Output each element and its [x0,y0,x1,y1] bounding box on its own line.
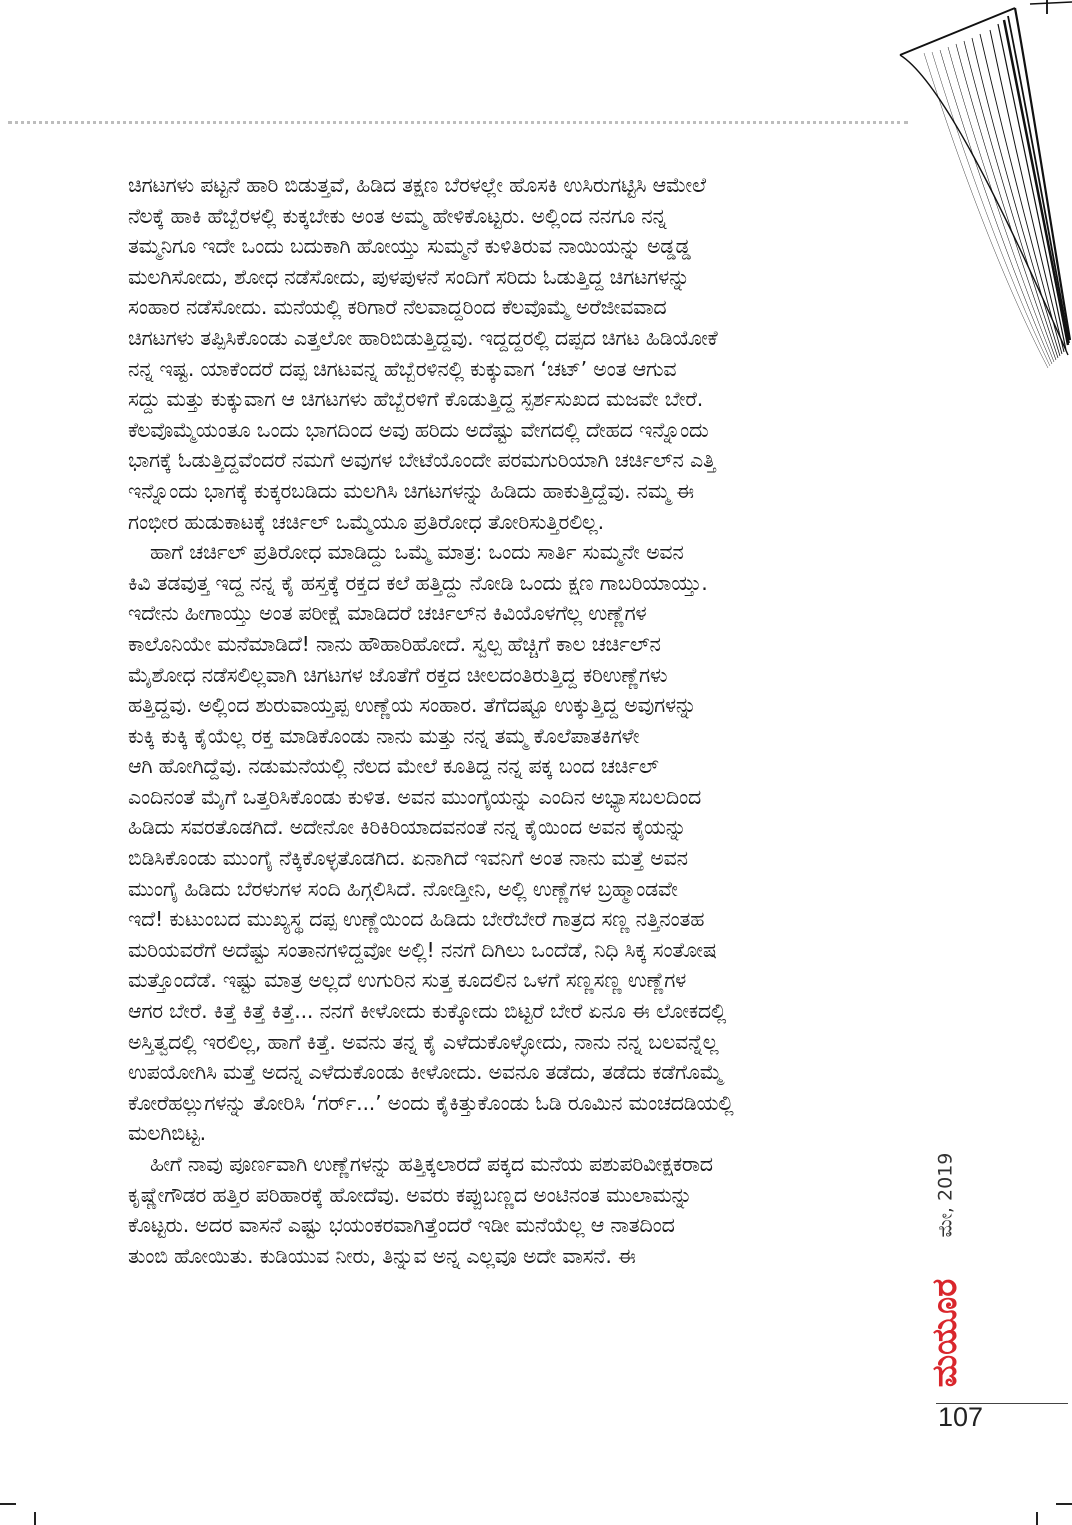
text-line: ಭಾಗಕ್ಕೆ ಓಡುತ್ತಿದ್ದವೆಂದರೆ ನಮಗೆ ಅವುಗಳ ಬೇಟೆಯೊಂದೇ ಪರಮಗುರಿಯಾಗಿ ಚರ್ಚಿಲ್‌ನ ಎತ್ತಿ [128,448,716,473]
text-line: ಇನ್ನೊಂದು ಭಾಗಕ್ಕೆ ಕುಕ್ಕರಬಡಿದು ಮಲಗಿಸಿ ಚಿಗಟಗಳನ್ನು ಹಿಡಿದು ಹಾಕುತ್ತಿದ್ದೆವು. ನಮ್ಮ ಈ [128,478,694,503]
crop-mark-bottom-left-v [34,1512,36,1525]
text-line: ಮುಂಗೈ ಹಿಡಿದು ಬೆರಳುಗಳ ಸಂದಿ ಹಿಗ್ಗಲಿಸಿದೆ. ನೋಡ್ತೀನಿ, ಅಲ್ಲಿ ಉಣ್ಣೆಗಳ ಬ್ರಹ್ಮಾಂಡವೇ [128,876,678,901]
page-number: 107 [938,1402,984,1432]
text-line: ಇದೆ! ಕುಟುಂಬದ ಮುಖ್ಯಸ್ಥ ದಪ್ಪ ಉಣ್ಣೆಯಿಂದ ಹಿಡಿದು ಬೇರೆಬೇರೆ ಗಾತ್ರದ ಸಣ್ಣ ನತ್ತಿನಂತಹ [128,907,705,932]
text-line: ಅಸ್ತಿತ್ವದಲ್ಲಿ ಇರಲಿಲ್ಲ, ಹಾಗೆ ಕಿತ್ತೆ. ಅವನು ತನ್ನ ಕೈ ಎಳೆದುಕೊಳ್ಳೋದು, ನಾನು ನನ್ನ ಬಲವನ್ನೆಲ್ಲ [128,1029,719,1054]
text-line: ಕಿವಿ ತಡವುತ್ತ ಇದ್ದ ನನ್ನ ಕೈ ಹಸ್ತಕ್ಕೆ ರಕ್ತದ ಕಲೆ ಹತ್ತಿದ್ದು ನೋಡಿ ಒಂದು ಕ್ಷಣ ಗಾಬರಿಯಾಯ್ತು. [128,570,708,595]
text-line: ಕೋರೆಹಲ್ಲುಗಳನ್ನು ತೋರಿಸಿ ‘ಗರ್ರ್...’ ಅಂದು ಕೈಕಿತ್ತುಕೊಂಡು ಓಡಿ ರೂಮಿನ ಮಂಚದಡಿಯಲ್ಲಿ [128,1090,734,1115]
text-line: ಆಗರ ಬೇರೆ. ಕಿತ್ತೆ ಕಿತ್ತೆ ಕಿತ್ತೆ... ನನಗೆ ಕೀಳೋದು ಕುಕ್ಕೋದು ಬಿಟ್ಟರೆ ಬೇರೆ ಏನೂ ಈ ಲೋಕದಲ್ಲಿ [128,999,727,1024]
text-line: ಚಿಗಟಗಳು ಪಟ್ಟನೆ ಹಾರಿ ಬಿಡುತ್ತವೆ, ಹಿಡಿದ ತಕ್ಷಣ ಬೆರಳಲ್ಲೇ ಹೊಸಕಿ ಉಸಿರುಗಟ್ಟಿಸಿ ಆಮೇಲೆ [128,173,706,197]
article-paragraph-1 [128,170,908,537]
issue-date [930,1140,960,1250]
text-line: ತಮ್ಮನಿಗೂ ಇದೇ ಒಂದು ಬದುಕಾಗಿ ಹೋಯ್ತು ಸುಮ್ಮನೆ ಕುಳಿತಿರುವ ನಾಯಿಯನ್ನು ಅಡ್ಡಡ್ಡ [128,234,691,259]
text-line: ಆಗಿ ಹೋಗಿದ್ದೆವು. ನಡುಮನೆಯಲ್ಲಿ ನೆಲದ ಮೇಲೆ ಕೂತಿದ್ದ ನನ್ನ ಪಕ್ಕ ಬಂದ ಚರ್ಚಿಲ್ [128,754,659,779]
text-line: ಕೃಷ್ಣೇಗೌಡರ ಹತ್ತಿರ ಪರಿಹಾರಕ್ಕೆ ಹೋದೆವು. ಅವರು ಕಪ್ಪುಬಣ್ಣದ ಅಂಟಿನಂತ ಮುಲಾಮನ್ನು [128,1182,693,1207]
text-line: ಹತ್ತಿದ್ದವು. ಅಲ್ಲಿಂದ ಶುರುವಾಯ್ತಪ್ಪ ಉಣ್ಣೆಯ ಸಂಹಾರ. ತೆಗೆದಷ್ಟೂ ಉಕ್ಕುತ್ತಿದ್ದ ಅವುಗಳನ್ನು [128,693,697,718]
issue-date-text: ಮೇ, 2019 [934,1152,957,1238]
dotted-header-rule [8,121,908,124]
page-curl-decoration [880,0,1072,390]
crop-mark-bottom-right-v [1036,1512,1038,1525]
magazine-title-text: ಮಯೂರ [925,1278,965,1388]
crop-mark-bottom-left-h [0,1503,16,1505]
text-line: ಹಾಗೆ ಚರ್ಚಿಲ್ ಪ್ರತಿರೋಧ ಮಾಡಿದ್ದು ಒಮ್ಮೆ ಮಾತ್ರ: ಒಂದು ಸಾರ್ತಿ ಸುಮ್ಮನೇ ಅವನ [150,540,684,565]
text-line: ಸದ್ದು ಮತ್ತು ಕುಕ್ಕುವಾಗ ಆ ಚಿಗಟಗಳು ಹೆಬ್ಬೆರಳಿಗೆ ಕೊಡುತ್ತಿದ್ದ ಸ್ಪರ್ಶಸುಖದ ಮಜವೇ ಬೇರೆ. [128,387,704,412]
text-line: ಬಿಡಿಸಿಕೊಂಡು ಮುಂಗೈ ನೆಕ್ಕಿಕೊಳ್ಳತೊಡಗಿದ. ಏನಾಗಿದೆ ಇವನಿಗೆ ಅಂತ ನಾನು ಮತ್ತೆ ಅವನ [128,846,688,871]
text-line: ಕೆಲವೊಮ್ಮೆಯಂತೂ ಒಂದು ಭಾಗದಿಂದ ಅವು ಹರಿದು ಅದೆಷ್ಟು ವೇಗದಲ್ಲಿ ದೇಹದ ಇನ್ನೊಂದು [128,417,709,442]
text-line: ಮತ್ತೊಂದೆಡೆ. ಇಷ್ಟು ಮಾತ್ರ ಅಲ್ಲದೆ ಉಗುರಿನ ಸುತ್ತ ಕೂದಲಿನ ಒಳಗೆ ಸಣ್ಣಸಣ್ಣ ಉಣ್ಣೆಗಳ [128,968,687,993]
magazine-title [922,1268,968,1398]
text-line: ಮರಿಯವರೆಗೆ ಅದೆಷ್ಟು ಸಂತಾನಗಳಿದ್ದವೋ ಅಲ್ಲಿ! ನನಗೆ ದಿಗಿಲು ಒಂದೆಡೆ, ನಿಧಿ ಸಿಕ್ಕ ಸಂತೋಷ [128,937,717,962]
text-line: ಕೊಟ್ಟರು. ಅದರ ವಾಸನೆ ಎಷ್ಟು ಭಯಂಕರವಾಗಿತ್ತೆಂದರೆ ಇಡೀ ಮನೆಯೆಲ್ಲ ಆ ನಾತದಿಂದ [128,1213,675,1238]
text-line: ತುಂಬಿ ಹೋಯಿತು. ಕುಡಿಯುವ ನೀರು, ತಿನ್ನುವ ಅನ್ನ ಎಲ್ಲವೂ ಅದೇ ವಾಸನೆ. ಈ [128,1243,636,1268]
text-line: ಚಿಗಟಗಳು ತಪ್ಪಿಸಿಕೊಂಡು ಎತ್ತಲೋ ಹಾರಿಬಿಡುತ್ತಿದ್ದವು. ಇದ್ದದ್ದರಲ್ಲಿ ದಪ್ಪದ ಚಿಗಟ ಹಿಡಿಯೋಕೆ [128,325,718,350]
article-paragraph-2 [128,537,908,1149]
text-line: ಎಂದಿನಂತೆ ಮೈಗೆ ಒತ್ತರಿಸಿಕೊಂಡು ಕುಳಿತ. ಅವನ ಮುಂಗೈಯನ್ನು ಎಂದಿನ ಅಭ್ಯಾಸಬಲದಿಂದ [128,784,702,809]
text-line: ಕುಕ್ಕಿ ಕುಕ್ಕಿ ಕೈಯೆಲ್ಲ ರಕ್ತ ಮಾಡಿಕೊಂಡು ನಾನು ಮತ್ತು ನನ್ನ ತಮ್ಮ ಕೊಲೆಪಾತಕಿಗಳೇ [128,723,640,748]
text-line: ಹಿಡಿದು ಸವರತೊಡಗಿದೆ. ಅದೇನೋ ಕಿರಿಕಿರಿಯಾದವನಂತೆ ನನ್ನ ಕೈಯಿಂದ ಅವನ ಕೈಯನ್ನು [128,815,687,840]
text-line: ಸಂಹಾರ ನಡೆಸೋದು. ಮನೆಯಲ್ಲಿ ಕರಿಗಾರೆ ನೆಲವಾದ್ದರಿಂದ ಕೆಲವೊಮ್ಮೆ ಅರೆಜೀವವಾದ [128,295,667,320]
article-paragraph-3 [128,1149,908,1271]
text-line: ನೆಲಕ್ಕೆ ಹಾಕಿ ಹೆಬ್ಬೆರಳಲ್ಲಿ ಕುಕ್ಕಬೇಕು ಅಂತ ಅಮ್ಮ ಹೇಳಿಕೊಟ್ಟರು. ಅಲ್ಲಿಂದ ನನಗೂ ನನ್ನ [128,203,667,228]
text-line: ನನ್ನ ಇಷ್ಟ. ಯಾಕೆಂದರೆ ದಪ್ಪ ಚಿಗಟವನ್ನ ಹೆಬ್ಬೆರಳಿನಲ್ಲಿ ಕುಕ್ಕುವಾಗ ‘ಚಟ್’ ಅಂತ ಆಗುವ [128,356,677,381]
text-line: ಉಪಯೋಗಿಸಿ ಮತ್ತೆ ಅದನ್ನ ಎಳೆದುಕೊಂಡು ಕೀಳೋದು. ಅವನೂ ತಡೆದು, ತಡೆದು ಕಡೆಗೊಮ್ಮೆ [128,1060,723,1085]
text-line: ಮಲಗಿಸೋದು, ಶೋಧ ನಡೆಸೋದು, ಪುಳಪುಳನೆ ಸಂದಿಗೆ ಸರಿದು ಓಡುತ್ತಿದ್ದ ಚಿಗಟಗಳನ್ನು [128,264,690,289]
text-line: ಹೀಗೆ ನಾವು ಪೂರ್ಣವಾಗಿ ಉಣ್ಣೆಗಳನ್ನು ಹತ್ತಿಕ್ಕಲಾರದೆ ಪಕ್ಕದ ಮನೆಯ ಪಶುಪರಿವೀಕ್ಷಕರಾದ [150,1152,713,1176]
text-line: ಮೈಶೋಧ ನಡೆಸಲಿಲ್ಲವಾಗಿ ಚಿಗಟಗಳ ಜೊತೆಗೆ ರಕ್ತದ ಚೀಲದಂತಿರುತ್ತಿದ್ದ ಕರಿಉಣ್ಣೆಗಳು [128,662,668,687]
crop-mark-bottom-right-h [1056,1503,1072,1505]
article-body [128,170,908,1271]
text-line: ಗಂಭೀರ ಹುಡುಕಾಟಕ್ಕೆ ಚರ್ಚಿಲ್ ಒಮ್ಮೆಯೂ ಪ್ರತಿರೋಧ ತೋರಿಸುತ್ತಿರಲಿಲ್ಲ. [128,509,604,534]
text-line: ಕಾಲೊನಿಯೇ ಮನೆಮಾಡಿದೆ! ನಾನು ಹೌಹಾರಿಹೋದೆ. ಸ್ವಲ್ಪ ಹೆಚ್ಚಿಗೆ ಕಾಲ ಚರ್ಚಿಲ್‌ನ [128,631,661,656]
text-line: ಮಲಗಿಬಿಟ್ಟ. [128,1121,206,1146]
text-line: ಇದೇನು ಹೀಗಾಯ್ತು ಅಂತ ಪರೀಕ್ಷೆ ಮಾಡಿದರೆ ಚರ್ಚಿಲ್‌ನ ಕಿವಿಯೊಳಗೆಲ್ಲ ಉಣ್ಣೆಗಳ [128,601,647,626]
